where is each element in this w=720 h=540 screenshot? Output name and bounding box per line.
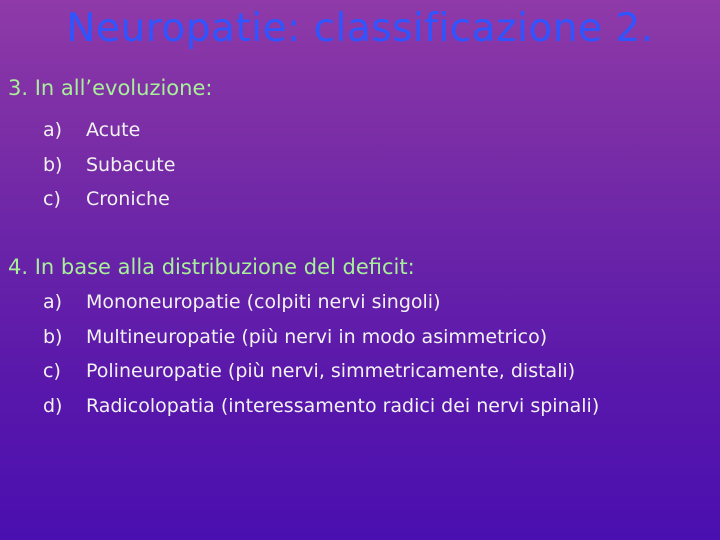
list-marker: c) [43,188,61,210]
section-heading-distribution: 4. In base alla distribuzione del deficit: [8,255,415,279]
list-marker: a) [43,291,63,313]
list-marker: b) [43,153,63,176]
list-item-text: Multineuropatie (più nervi in modo asimmetrico) [86,325,548,348]
list-marker: a) [43,119,63,141]
list-marker: d) [43,394,63,417]
list-item-text: Croniche [86,188,170,210]
section-heading-evolution: 3. In all’evoluzione: [8,76,213,100]
list-marker: b) [43,325,63,348]
slide-title: Neuropatie: classificazione 2. [66,6,654,51]
list-item-text: Acute [86,119,141,141]
list-item-text: Subacute [86,153,176,176]
list-item-text: Mononeuropatie (colpiti nervi singoli) [86,291,441,313]
list-item-text: Radicolopatia (interessamento radici dei nervi spinali) [86,394,600,417]
list-item-text: Polineuropatie (più nervi, simmetricamente, distali) [86,360,576,382]
list-marker: c) [43,360,61,382]
